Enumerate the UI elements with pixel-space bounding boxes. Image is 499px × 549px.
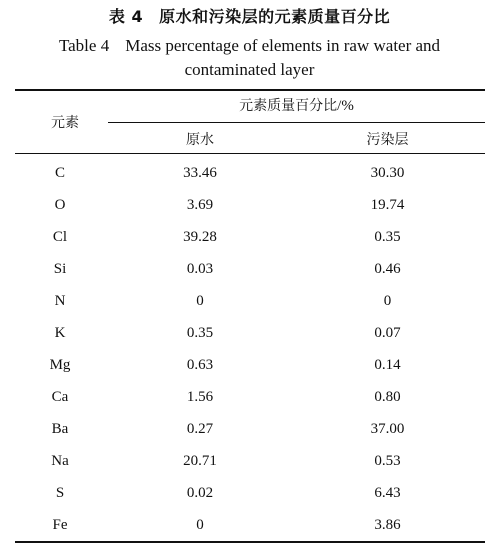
cell-contaminated: 19.74: [370, 197, 405, 213]
column-group-unit: /%: [337, 98, 354, 114]
cell-element: Fe: [52, 517, 68, 533]
cell-element: S: [55, 485, 65, 501]
table-caption-cn: [0, 6, 499, 28]
table-body: [15, 157, 485, 541]
table-number-en: Table 4: [58, 36, 110, 55]
cell-element: Ca: [51, 389, 69, 405]
cell-contaminated: 0.53: [374, 453, 401, 469]
table-title-cn: 原水和污染层的元素质量百分比: [159, 7, 391, 26]
table-row: [15, 477, 485, 509]
cell-contaminated: 0.35: [374, 229, 401, 245]
table-row: [15, 349, 485, 381]
table-header-rule: [15, 153, 485, 154]
table-row: [15, 221, 485, 253]
cell-element: Na: [51, 453, 69, 469]
table-row: [15, 413, 485, 445]
cell-raw-water: 0.27: [186, 421, 214, 437]
table-bottom-rule: [15, 541, 485, 543]
table-row: [15, 509, 485, 541]
table-row: [15, 285, 485, 317]
cell-element: Ba: [51, 421, 69, 437]
cell-raw-water: 0.35: [186, 325, 214, 341]
table-group-rule: [108, 122, 485, 123]
table-title-en: Mass percentage of elements in raw water and contaminated layer: [125, 36, 441, 79]
cell-contaminated: 6.43: [374, 485, 401, 501]
cell-element: K: [54, 325, 66, 341]
cell-raw-water: 3.69: [186, 197, 214, 213]
cell-raw-water: 20.71: [183, 453, 217, 469]
cell-element: N: [54, 293, 66, 309]
cell-raw-water: 1.56: [186, 389, 214, 405]
cell-raw-water: 0.63: [186, 357, 214, 373]
column-header-element: 元素: [51, 115, 79, 131]
cell-raw-water: 39.28: [183, 229, 217, 245]
column-group-title: 元素质量百分比: [239, 98, 338, 114]
cell-contaminated: 0.07: [374, 325, 401, 341]
cell-contaminated: 37.00: [370, 421, 405, 437]
cell-element: Mg: [49, 357, 71, 373]
table-row: [15, 445, 485, 477]
cell-contaminated: 0.80: [374, 389, 401, 405]
table-row: [15, 189, 485, 221]
cell-element: Si: [53, 261, 67, 277]
table-top-rule: [15, 89, 485, 91]
table-number-cn: 表 4: [108, 7, 144, 26]
table-row: [15, 317, 485, 349]
cell-contaminated: 0.14: [374, 357, 401, 373]
column-header-contaminated-layer: 污染层: [366, 132, 409, 148]
table-caption-en: [30, 34, 469, 82]
table-row: [15, 253, 485, 285]
cell-raw-water: 0: [196, 517, 204, 533]
cell-raw-water: 0: [196, 293, 204, 309]
cell-element: O: [54, 197, 66, 213]
table-row: [15, 381, 485, 413]
cell-contaminated: 30.30: [370, 165, 405, 181]
cell-raw-water: 0.02: [186, 485, 214, 501]
column-group-header: [108, 97, 485, 115]
cell-contaminated: 0: [383, 293, 392, 309]
cell-contaminated: 3.86: [374, 517, 401, 533]
cell-raw-water: 0.03: [186, 261, 214, 277]
cell-raw-water: 33.46: [183, 165, 217, 181]
cell-element: Cl: [52, 229, 68, 245]
column-header-raw-water: 原水: [186, 132, 214, 148]
table-row: [15, 157, 485, 189]
cell-element: C: [54, 165, 65, 181]
cell-contaminated: 0.46: [374, 261, 401, 277]
